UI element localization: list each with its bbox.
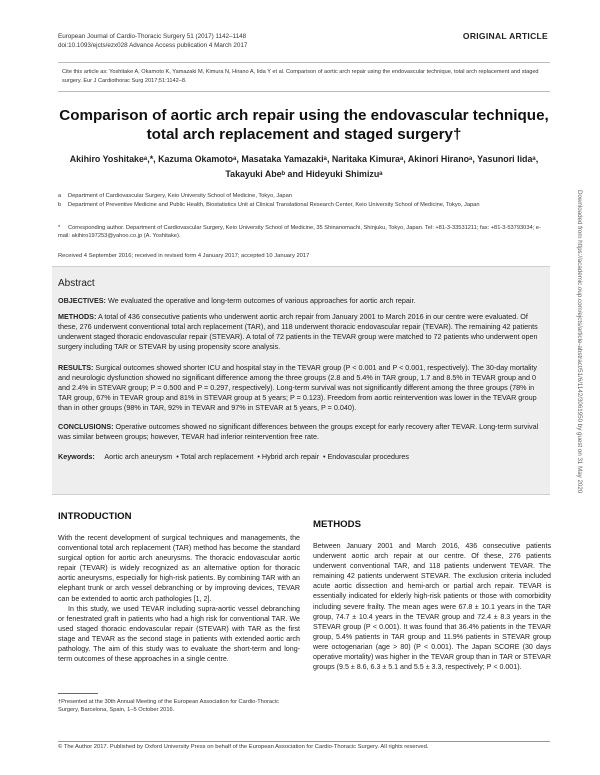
journal-line: European Journal of Cardio-Thoracic Surgery 51 (2017) 1142–1148 <box>58 33 247 40</box>
methods-heading: METHODS <box>313 519 361 530</box>
author-list <box>58 152 550 182</box>
citation-box: Cite this article as: Yoshitake A, Okamoto K, Yamazaki M, Kimura N, Hirano A, Iida Y et al. Comparison of aortic arch repair using the endovascular technique, total arch replacement and staged surgery. Eur J Cardiothorac Surg 2017;51:1142–8. <box>58 62 550 92</box>
abstract-methods <box>58 312 546 352</box>
keywords-label: Keywords: <box>58 452 95 461</box>
footer-divider <box>58 741 550 742</box>
conclusions-label: CONCLUSIONS: <box>58 422 114 431</box>
copyright-footer: © The Author 2017. Published by Oxford University Press on behalf of the European Association for Cardio-Thoracic Surgery. All rights reserved. <box>58 744 429 750</box>
authors-line-1: Akihiro Yoshitakeᵃ,*, Kazuma Okamotoᵃ, Masataka Yamazakiᵃ, Naritaka Kimuraᵃ, Akinori Hiranoᵃ, Yasunori Iidaᵃ, <box>69 154 539 164</box>
title-line-1: Comparison of aortic arch repair using the endovascular technique, <box>59 107 549 124</box>
results-text: Surgical outcomes showed shorter ICU and hospital stay in the TEVAR group (P < 0.001 and P < 0.001, respectively). The 30-day mortality and neurologic dysfunction showed no significant difference among the three groups (2.8 and 5.4% in TAR group, 1.7 and 8.5% in TEVAR group and 0 and 2.4% in STEVAR group; P = 0.500 and P = 0.297, respectively). Long-term survival was not significantly different among the three groups (78% in TAR group, 67% in TEVAR group and 81% in STEVAR group at 5 years; P = 0.123). Freedom from aortic reintervention was lower in the TEVAR group than in other groups (98% in TAR, 92% in TEVAR and 97% in STEVAR at 5 years, P = 0.040). <box>58 363 538 413</box>
download-watermark: Downloaded from https://academic.oup.com/ejcts/article-abstract/51/6/1142/3061950 by guest on 31 May 2020 <box>576 190 583 494</box>
affiliation-a <box>58 193 550 201</box>
affiliation-b-text: Department of Preventive Medicine and Public Health, Biostatistics Unit at Clinical Translational Research Center, Keio University School of Medicine, Tokyo, Japan <box>68 202 480 208</box>
introduction-heading: INTRODUCTION <box>58 511 132 522</box>
methods-text: A total of 436 consecutive patients who underwent aortic arch repair from January 2001 to March 2016 in our centre were evaluated. Of these, 276 underwent conventional total arch replacement (TAR), and 118 underwent thoracic endovascular repair (TEVAR). The remaining 42 patients underwent staged thoracic endovascular repair (STEVAR). A total of 72 patients in the TEVAR group were matched to 72 patients who underwent open surgery including TAR or STEVAR by using propensity score analysis. <box>58 312 538 352</box>
conclusions-text: Operative outcomes showed no significant differences between the groups except for early recovery after TEVAR. Long-term survival was similar between groups; however, TEVAR had inferior reintervention free rate. <box>58 422 539 442</box>
keyword[interactable]: • Hybrid arch repair <box>257 452 319 461</box>
abstract-objectives <box>58 296 546 306</box>
keyword[interactable]: • Endovascular procedures <box>323 452 410 461</box>
objectives-label: OBJECTIVES: <box>58 296 106 305</box>
corresponding-mark: * <box>58 225 61 231</box>
introduction-body <box>58 533 300 664</box>
article-title <box>58 106 550 144</box>
presentation-footnote: †Presented at the 30th Annual Meeting of the European Association for Cardio-Thoracic Surgery, Barcelona, Spain, 1–5 October 2016. <box>58 699 280 713</box>
title-line-2: total arch replacement and staged surgery† <box>146 126 462 143</box>
affiliation-b-mark: b <box>58 202 62 208</box>
keyword[interactable]: • Total arch replacement <box>176 452 254 461</box>
received-dates: Received 4 September 2016; received in revised form 4 January 2017; accepted 10 January 2017 <box>58 253 310 259</box>
affiliation-a-mark: a <box>58 193 62 199</box>
abstract-results <box>58 363 546 413</box>
doi-line: doi:10.1093/ejcts/ezx028 Advance Access publication 4 March 2017 <box>58 42 248 49</box>
journal-header <box>58 32 247 50</box>
keywords-line <box>58 452 546 461</box>
methods-label: METHODS: <box>58 312 97 321</box>
objectives-text: We evaluated the operative and long-term outcomes of various approaches for aortic arch repair. <box>107 296 416 305</box>
affiliation-b <box>58 202 550 210</box>
authors-line-2: Takayuki Abeᵇ and Hideyuki Shimizuᵃ <box>225 169 383 179</box>
abstract-conclusions <box>58 422 546 442</box>
methods-paragraph-1: Between January 2001 and March 2016, 436 consecutive patients underwent aortic arch repair at our centre. Of these, 276 patients underwent conventional TAR, and 118 patients underwent TEVAR. The remaining 42 patients underwent STEVAR. The exclusion criteria included acute aortic dissection and hemi-arch or partial arch repair. TEVAR is essentially indicated for elderly high-risk patients or those with comorbidity including severe frailty. The mean ages were 67.8 ± 10.1 years in the TAR group, 74.7 ± 10.4 years in the TEVAR group and 72.4 ± 8.3 years in the STEVAR group (P < 0.001). It was found that 36.4% patients in the TEVAR group, 5.4% patients in TAR group and 11.9% patients in STEVAR group were octogenarian (age > 80) (P < 0.001). The Japan SCORE (30 days operative mortality) was higher in the TEVAR group than in TAR or STEVAR groups (9.5 ± 8.6, 6.3 ± 5.1 and 5.5 ± 3.3, respectively; P < 0.001). <box>313 542 551 672</box>
corresponding-author <box>58 225 550 240</box>
abstract-panel <box>52 266 550 495</box>
results-label: RESULTS: <box>58 363 94 372</box>
section-label: ORIGINAL ARTICLE <box>462 31 548 41</box>
keyword[interactable]: Aortic arch aneurysm <box>104 452 173 461</box>
footnote-divider <box>58 693 98 694</box>
methods-body <box>313 541 551 672</box>
affiliation-a-text: Department of Cardiovascular Surgery, Keio University School of Medicine, Tokyo, Japan <box>68 193 292 199</box>
introduction-paragraph-1: With the recent development of surgical techniques and managements, the conventional total arch replacement (TAR) method has become the standard surgical option for aortic arch aneurysms. The thoracic endovascular aortic repair (TEVAR) is widely recognized as an alternative option for thoracic aortic aneurysms, especially for high-risk patients. By combining TAR with an elephant trunk or arch vessel debranching or by improving devices, TEVAR can be extended to aortic arch pathologies [1, 2]. <box>58 534 300 603</box>
abstract-heading: Abstract <box>58 278 95 289</box>
corresponding-text: Corresponding author. Department of Cardiovascular Surgery, Keio University School of Medicine, 35 Shinanomachi, Shinjuku, Tokyo, Japan. Tel: +81-3-33531211; fax: +81-3-53793034; e-mail: akihiro197253@yahoo.co.jp (A. Yoshitake). <box>58 225 541 239</box>
introduction-paragraph-2: In this study, we used TEVAR including supra-aortic vessel debranching or fenestrated graft in patients who had a high risk for conventional TAR. We used staged thoracic endovascular repair (STEVAR) with TAR as the first stage and TEVAR as the second stage in patients with extended aortic arch pathology. The aim of this study was to evaluate the short-term and long-term outcomes of these approaches in a single centre. <box>58 604 300 664</box>
